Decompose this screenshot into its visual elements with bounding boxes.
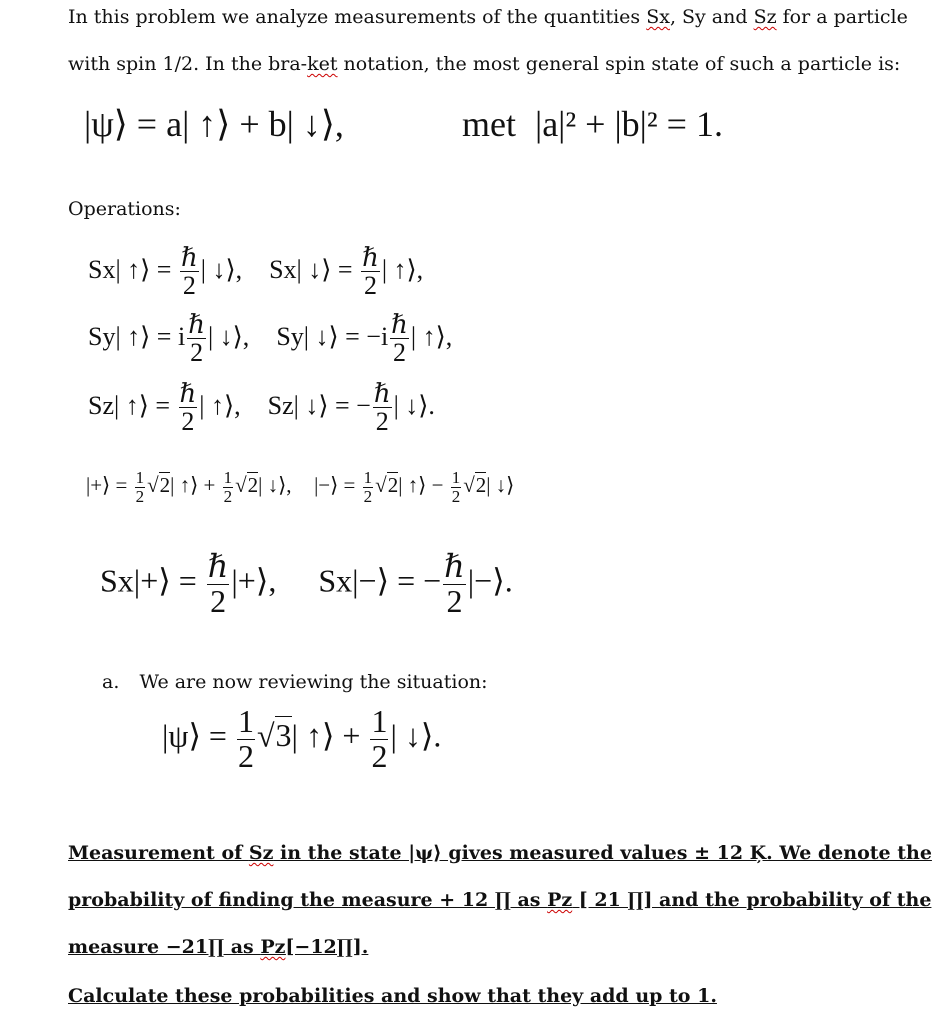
question-text: [ 21 ∏] and the probability of the — [572, 889, 932, 911]
psi-lhs: |ψ⟩ = — [162, 717, 227, 754]
sqrt-3: 3 — [275, 717, 292, 754]
question-line-4: Calculate these probabilities and show that they add up to 1. — [68, 985, 717, 1007]
part-a-label: a. — [102, 671, 120, 693]
hbar-over-2: $\frac{\text{ℏ}}{2}$ — [207, 548, 229, 619]
sz-down-lhs: Sz| ↓⟩ = − — [267, 390, 371, 420]
sx-eigenvalue-equations — [100, 550, 513, 618]
one-half: $\frac{1}{2}$ — [451, 468, 461, 506]
sx-equations — [88, 244, 423, 300]
normalization-condition: |a|² + |b|² = 1. — [534, 104, 723, 144]
plus-state-lhs: |+⟩ = — [86, 473, 128, 498]
operations-label: Operations: — [68, 198, 181, 220]
question-text: measure −21∏ as — [68, 936, 261, 958]
one-half: $\frac{1}{2}$ — [223, 468, 233, 506]
hbar-over-2: $\frac{\text{ℏ}}{2}$ — [179, 379, 197, 437]
sy-down-lhs: Sy| ↓⟩ = −i — [276, 321, 389, 351]
normalization-equation — [462, 103, 723, 145]
general-state-lhs: |ψ⟩ = a| ↑⟩ + b| ↓⟩, — [84, 104, 344, 144]
part-a-text: We are now reviewing the situation: — [139, 671, 488, 693]
sx-down-rhs: | ↑⟩, — [381, 254, 424, 284]
sx-minus-lhs: Sx|−⟩ = − — [318, 562, 442, 599]
intro-text: In this problem we analyze measurements of the quantities — [68, 6, 647, 28]
sqrt-2: 2 — [247, 473, 259, 498]
part-a — [102, 671, 488, 693]
sy-up-rhs: | ↓⟩, — [207, 321, 250, 351]
psi-mid: | ↑⟩ + — [291, 717, 361, 754]
plus-state-mid: | ↑⟩ + — [170, 473, 216, 498]
question-text: in the state |ψ⟩ gives measured values ± 12 Ķ. We denote the — [273, 842, 932, 864]
hbar-over-2: $\frac{\text{ℏ}}{2}$ — [391, 310, 408, 368]
one-half: $\frac{1}{2}$ — [135, 468, 145, 506]
minus-state-end: | ↓⟩ — [486, 473, 515, 498]
sx-down-lhs: Sx| ↓⟩ = — [269, 254, 353, 284]
sqrt-2: 2 — [475, 473, 487, 498]
sx-up-lhs: Sx| ↑⟩ = — [88, 254, 172, 284]
pz-word: Pz — [547, 889, 573, 911]
question-line-1 — [68, 842, 932, 864]
general-state-equation — [84, 103, 344, 145]
sz-up-lhs: Sz| ↑⟩ = — [88, 390, 171, 420]
intro-text: with spin 1/2. In the bra- — [68, 53, 308, 75]
plus-state-end: | ↓⟩, — [258, 473, 292, 498]
one-half: $\frac{1}{2}$ — [371, 703, 388, 774]
sz-equations — [88, 380, 435, 436]
sqrt-2: 2 — [387, 473, 399, 498]
sqrt-2: 2 — [159, 473, 171, 498]
sz-up-rhs: | ↑⟩, — [199, 390, 241, 420]
hbar-over-2: $\frac{\text{ℏ}}{2}$ — [362, 243, 379, 301]
intro-line-2 — [68, 53, 900, 75]
question-text: [−12∏]. — [285, 936, 369, 958]
question-line-3 — [68, 936, 368, 958]
hbar-over-2: $\frac{\text{ℏ}}{2}$ — [373, 379, 391, 437]
sx-plus-rhs: |+⟩, — [231, 562, 277, 599]
psi-state-equation: |ψ⟩ = $\frac{1}{2}$ √3| ↑⟩ + $\frac{1}{2}$ | ↓⟩. — [162, 703, 442, 774]
met-word: met — [462, 104, 516, 144]
hbar-over-2: $\frac{\text{ℏ}}{2}$ — [188, 310, 205, 368]
one-half: $\frac{1}{2}$ — [237, 703, 254, 774]
sy-down-rhs: | ↑⟩, — [410, 321, 453, 351]
sx-up-rhs: | ↓⟩, — [200, 254, 243, 284]
sz-word: Sz — [248, 842, 274, 864]
intro-text: , Sy and — [669, 6, 754, 28]
intro-text: for a particle — [776, 6, 908, 28]
sz-down-rhs: | ↓⟩. — [393, 390, 435, 420]
sy-up-lhs: Sy| ↑⟩ = i — [88, 321, 186, 351]
hbar-over-2: $\frac{\text{ℏ}}{2}$ — [180, 243, 198, 301]
sx-plus-lhs: Sx|+⟩ = — [100, 562, 197, 599]
one-half: $\frac{1}{2}$ — [363, 468, 373, 506]
sz-word: Sz — [753, 6, 777, 28]
sx-eigenstates: |+⟩ = $\frac{1}{2}$ √2| ↑⟩ + $\frac{1}{2}$ √2| ↓⟩, |−⟩ = $\frac{1}{2}$ √2| ↑⟩ − $\frac{1}{2}$ √2| ↓⟩ — [86, 468, 515, 506]
sx-word: Sx — [646, 6, 670, 28]
minus-state-lhs: |−⟩ = — [314, 473, 356, 498]
intro-text: notation, the most general spin state of such a particle is: — [337, 53, 901, 75]
sx-minus-rhs: |−⟩. — [467, 562, 513, 599]
question-text: probability of finding the measure + 12 ∏ as — [68, 889, 548, 911]
ket-word: ket — [307, 53, 338, 75]
psi-end: | ↓⟩. — [390, 717, 442, 754]
question-line-2 — [68, 889, 931, 911]
hbar-over-2: $\frac{\text{ℏ}}{2}$ — [444, 548, 465, 619]
intro-line-1 — [68, 6, 908, 28]
sy-equations — [88, 311, 452, 367]
question-text: Measurement of — [68, 842, 249, 864]
pz-word: Pz — [260, 936, 286, 958]
minus-state-mid: | ↑⟩ − — [398, 473, 444, 498]
